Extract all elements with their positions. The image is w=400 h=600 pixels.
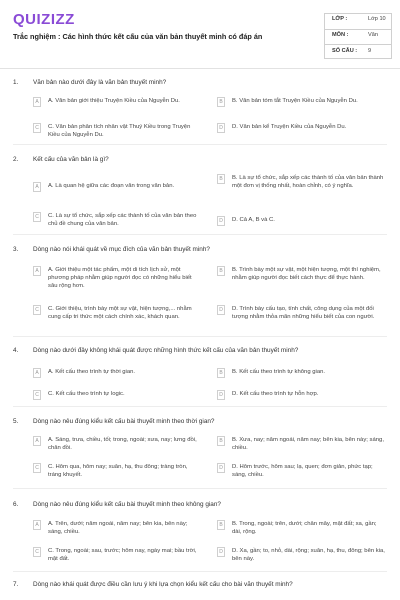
question-divider — [13, 406, 387, 407]
question-divider — [13, 336, 387, 337]
option-badge: D — [217, 216, 225, 226]
page-header — [0, 0, 400, 68]
meta-grade — [324, 13, 392, 27]
option-text: B. Trình bày một sự vật, một hiện tượng, một thí nghiệm, nhằm giúp người đọc biết cách thực để thực hành. — [232, 267, 381, 281]
option-text: B. Trong, ngoài; trên, dưới; chân mây, mặt đất; xa, gần; dài, rộng. — [232, 521, 377, 535]
quizizz-logo: QUIZIZZ — [13, 11, 75, 28]
question-number: 1. — [13, 79, 19, 86]
question-text: Dòng nào nêu đúng kiểu kết cấu bài thuyết minh theo thời gian? — [33, 418, 215, 425]
option-badge: C — [33, 305, 41, 315]
question-text: Kết cấu của văn bản là gì? — [33, 156, 109, 163]
option-text: D. Xa, gần; to, nhỏ, dài, rộng; xuân, hạ, thu, đông; bên kia, bên này. — [232, 548, 385, 562]
meta-key: MÔN : — [332, 32, 349, 38]
option-text: A. Giới thiệu một tác phẩm, một di tích lịch sử, một phương pháp nhằm giúp người đọc có những hiểu biết sâu rộng hơn. — [48, 267, 192, 289]
meta-count — [324, 45, 392, 59]
option-badge: D — [217, 547, 225, 557]
option-text: D. Văn bản kể Truyện Kiều của Nguyễn Du. — [232, 124, 347, 130]
option-badge: B — [217, 520, 225, 530]
option-text: B. Xưa, nay; năm ngoái, năm nay; bên kia, bên này; sáng, chiều. — [232, 437, 384, 451]
option-badge: A — [33, 97, 41, 107]
question-number: 3. — [13, 246, 19, 253]
option-badge: A — [33, 182, 41, 192]
question-number: 7. — [13, 581, 19, 588]
option-text: C. Hôm qua, hôm nay; xuân, hạ, thu đông; tràng tròn, tráng khuyết. — [48, 464, 188, 478]
option-text: A. Là quan hệ giữa các đoạn văn trong văn bản. — [48, 183, 175, 189]
option-text: C. Là sự tổ chức, sắp xếp các thành tố của văn bản theo chủ đề chung của văn bản. — [48, 213, 197, 227]
document-title: Trắc nghiệm : Các hình thức kết cấu của văn bản thuyết minh có đáp án — [13, 32, 263, 41]
meta-key: LỚP : — [332, 16, 348, 22]
question-number: 4. — [13, 347, 19, 354]
header-divider — [0, 68, 400, 69]
option-badge: D — [217, 123, 225, 133]
question-divider — [13, 571, 387, 572]
option-badge: D — [217, 463, 225, 473]
option-text: C. Giới thiệu, trình bày một sự vật, hiện tượng,... nhằm cung cấp tri thức một cách chính xác, khách quan. — [48, 306, 192, 320]
option-text: C. Văn bản phân tích nhân vật Thuý Kiều trong Truyện Kiều của Nguyễn Du. — [48, 124, 191, 138]
option-badge: D — [217, 305, 225, 315]
option-text: D. Hôm trước, hôm sau; lạ, quen; đơn giản, phức tạp; sáng, chiều. — [232, 464, 373, 478]
option-text: B. Kết cấu theo trình tự không gian. — [232, 369, 326, 375]
question-number: 2. — [13, 156, 19, 163]
option-badge: D — [217, 390, 225, 400]
option-badge: B — [217, 266, 225, 276]
option-badge: B — [217, 436, 225, 446]
option-text: A. Trên, dưới; năm ngoái, năm nay; bên kia, bên này; sáng, chiều. — [48, 521, 188, 535]
option-text: A. Văn bản giới thiệu Truyện Kiều của Nguyễn Du. — [48, 98, 180, 104]
question-divider — [13, 488, 387, 489]
option-text: B. Là sự tổ chức, sắp xếp các thành tố của văn bản thành một đơn vị thống nhất, hoàn chỉnh, có ý nghĩa. — [232, 175, 384, 189]
option-badge: B — [217, 97, 225, 107]
option-text: D. Cả A, B và C. — [232, 217, 275, 223]
question-text: Dòng nào khái quát được điều cần lưu ý khi lựa chọn kiểu kết cấu cho bài văn thuyết minh? — [33, 581, 293, 588]
option-text: C. Kết cấu theo trình tự logic. — [48, 391, 125, 397]
option-text: A. Kết cấu theo trình tự thời gian. — [48, 369, 136, 375]
option-badge: B — [217, 368, 225, 378]
option-text: C. Trong, ngoài; sau, trước; hôm nay, ngày mai; bầu trời, mặt đất. — [48, 548, 197, 562]
meta-value: Lớp 10 — [368, 16, 386, 22]
option-badge: C — [33, 390, 41, 400]
option-text: D. Trình bày cấu tạo, tính chất, công dụng của một đối tượng nhằm thỏa mãn những hiểu biết của con người. — [232, 306, 375, 320]
question-number: 6. — [13, 501, 19, 508]
option-badge: C — [33, 547, 41, 557]
question-text: Dòng nào nói khái quát về mục đích của văn bản thuyết minh? — [33, 246, 210, 253]
option-badge: C — [33, 212, 41, 222]
meta-key: SỐ CÂU : — [332, 48, 358, 54]
option-badge: B — [217, 174, 225, 184]
option-badge: A — [33, 520, 41, 530]
option-badge: C — [33, 123, 41, 133]
meta-value: Văn — [368, 32, 378, 38]
option-text: B. Văn bản tóm tắt Truyện Kiều của Nguyễn Du. — [232, 98, 358, 104]
meta-subject — [324, 29, 392, 43]
question-divider — [13, 234, 387, 235]
question-text: Dòng nào nêu đúng kiểu kết cấu bài thuyết minh theo không gian? — [33, 501, 221, 508]
option-badge: C — [33, 463, 41, 473]
question-number: 5. — [13, 418, 19, 425]
option-text: D. Kết cấu theo trình tự hỗn hợp. — [232, 391, 319, 397]
meta-value: 9 — [368, 48, 372, 54]
question-text: Dòng nào dưới đây không khái quát được những hình thức kết cấu của văn bản thuyết minh? — [33, 347, 299, 354]
option-badge: A — [33, 436, 41, 446]
option-badge: A — [33, 368, 41, 378]
option-text: A. Sáng, trưa, chiều, tối; trong, ngoài; xưa, nay; lưng đồi, chân đồi. — [48, 437, 197, 451]
question-divider — [13, 144, 387, 145]
option-badge: A — [33, 266, 41, 276]
question-text: Văn bản nào dưới đây là văn bản thuyết minh? — [33, 79, 167, 86]
